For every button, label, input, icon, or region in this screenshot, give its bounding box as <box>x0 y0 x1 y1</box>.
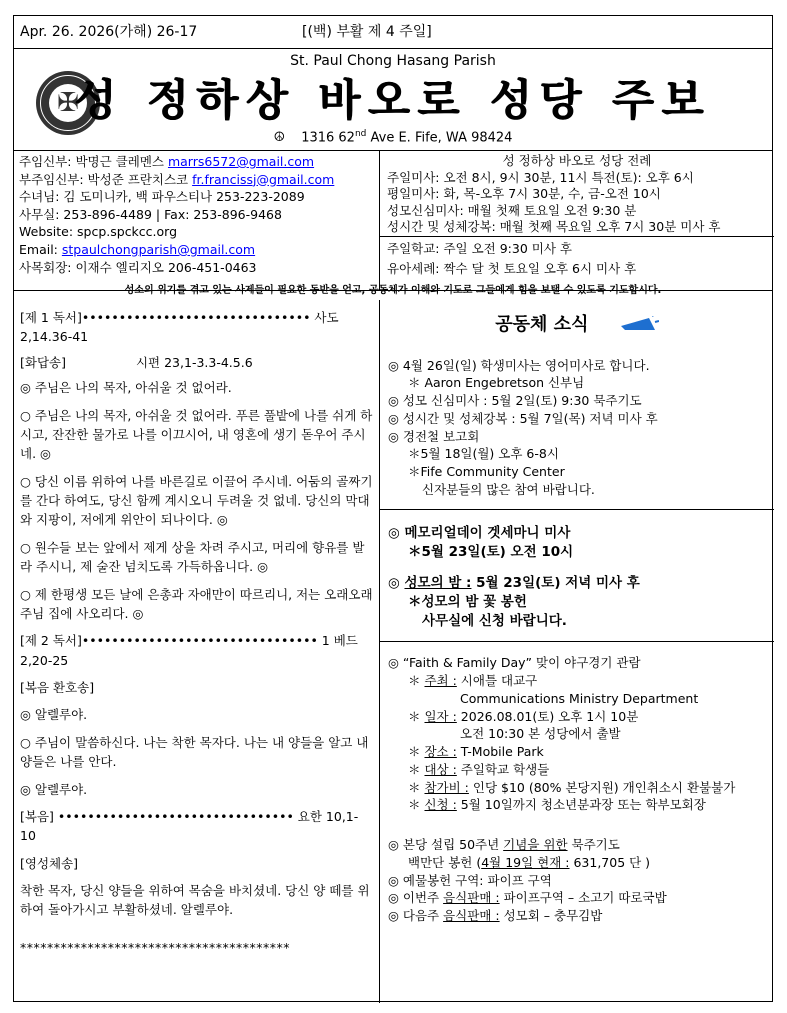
psalm-refrain: ◎ 주님은 나의 목자, 아쉬울 것 없어라. <box>20 380 232 396</box>
holy-hour: 성시간 및 성체강복: 매월 첫째 목요일 오후 7시 30분 미사 후 <box>387 219 721 235</box>
news-item: ◎ 성모 신심미사 : 5월 2일(토) 9:30 묵주기도 <box>388 393 642 408</box>
news-item: ◎ 4월 26일(일) 학생미사는 영어미사로 합니다. <box>388 357 650 373</box>
bulletin-title: 성 정하상 바오로 성당 주보 <box>74 76 712 126</box>
communion-antiphon: 착한 목자, 당신 양들을 위하여 목숨을 바치셨네. 당신 양 떼를 위하여 돌아가시고 부활하셨네. 알렐루야. <box>20 883 370 918</box>
memorial-mass-date: ＊5월 23일(토) 오전 10시 <box>408 543 574 560</box>
psalm-verse: ○ 주님은 나의 목자, 아쉬울 것 없어라. 푸른 풀밭에 나를 쉬게 하시고, 잔잔한 물가로 나를 이끄시어, 내 영혼에 생기 돋우어 주시네. ◎ <box>20 407 373 462</box>
bulletin-date: Apr. 26. 2026(가해) 26-17 <box>20 24 198 40</box>
gospel-acclamation-label: [복음 환호송] <box>20 680 95 695</box>
psalm-verse: ○ 당신 이름 위하여 나를 바른길로 이끌어 주시네. 어둠의 골짜기를 간다 하여도, 당신 함께 계시오니 두려울 것 없네. 당신의 막대와 지팡이, 저에게 위안이 되나이다. ◎ <box>20 473 373 528</box>
news-subitem: 신자분들의 많은 참여 바랍니다. <box>422 481 595 497</box>
parish-english-name: St. Paul Chong Hasang Parish <box>290 53 496 69</box>
megaphone-icon <box>619 316 659 334</box>
bulletin-frame <box>13 15 773 1002</box>
parish-email-link[interactable]: stpaulchongparish@gmail.com <box>61 241 256 257</box>
news-subitem: ＊Fife Community Center <box>408 464 565 479</box>
ffd-departure: 오전 10:30 본 성당에서 출발 <box>460 726 621 742</box>
food-sale-this-week: ◎ 이번주 음식판매 : 파이프구역 – 소고기 따로국밥 <box>388 890 667 906</box>
prayer-intention: 성소의 위기를 겪고 있는 사제들이 필요한 동반을 얻고, 공동체가 이해와 기도로 그들에게 힘을 보탤 수 있도록 기도합시다. <box>124 285 662 296</box>
acclamation-verse: ○ 주님이 말씀하신다. 나는 착한 목자다. 나는 내 양들을 알고 내 양들은 나를 안다. <box>20 734 369 770</box>
schedule-title: 성 정하상 바오로 성당 전례 <box>502 153 652 168</box>
readings-column <box>14 300 380 1003</box>
psalm-label: [화답송] 시편 23,1-3.3-4.5.6 <box>20 354 253 370</box>
ffd-apply: ＊ 신청 : 5월 10일까지 청소년분과장 또는 학부모회장 <box>408 797 706 813</box>
stars-divider: **************************************** <box>20 939 290 955</box>
sunday-school: 주일학교: 주일 오전 9:30 미사 후 <box>387 241 572 256</box>
marian-night-sub: 사무실에 신청 바랍니다. <box>422 613 567 630</box>
food-sale-next-week: ◎ 다음주 음식판매 : 성모회 – 충무김밥 <box>388 908 603 924</box>
bulletin-header <box>14 49 772 151</box>
contacts-section <box>14 151 772 291</box>
council-chair-line: 사목회장: 이재수 엘리지오 206-451-0463 <box>19 259 257 275</box>
ffd-fee: ＊ 참가비 : 인당 $10 (80% 본당지원) 개인취소시 환불불가 <box>408 779 736 795</box>
rosary-item: ◎ 본당 설립 50주년 기념을 위한 묵주기도 <box>388 837 620 853</box>
ffd-date: ＊ 일자 : 2026.08.01(토) 오후 1시 10분 <box>408 708 639 724</box>
associate-line: 부주임신부: 박성준 프란치스코 fr.francissj@gmail.com <box>19 171 335 187</box>
infant-baptism: 유아세례: 짝수 달 첫 토요일 오후 6시 미사 후 <box>387 261 637 276</box>
address-symbol-icon: ☮ <box>273 130 286 146</box>
liturgy-schedule <box>380 151 774 290</box>
email-line: Email: stpaulchongparish@gmail.com <box>19 241 256 257</box>
rosary-count: 백만단 봉헌 (4월 19일 현재 : 631,705 단 ) <box>408 854 651 870</box>
marian-night: ◎ 성모의 밤 : 5월 23일(토) 저녁 미사 후 <box>388 574 640 591</box>
memorial-mass: ◎ 메모리얼데이 겟세마니 미사 <box>388 524 571 541</box>
associate-email-link[interactable]: fr.francissj@gmail.com <box>192 171 335 187</box>
ffd-host-dept: Communications Ministry Department <box>460 690 699 706</box>
second-reading-label: [제 2 독서]•••••••••••••••••••••••••••••••• 1 베드 2,20-25 <box>20 633 358 668</box>
ffd-place: ＊ 장소 : T-Mobile Park <box>408 744 544 760</box>
alleluia: ◎ 알렐루야. <box>20 781 88 797</box>
first-reading-label: [제 1 독서]••••••••••••••••••••••••••••••• 사도 2,14.36-41 <box>20 310 339 345</box>
office-line: 사무실: 253-896-4489 | Fax: 253-896-9468 <box>19 206 282 222</box>
alleluia: ◎ 알렐루야. <box>20 707 88 723</box>
marian-night-sub: ＊성모의 밤 꽃 봉헌 <box>408 593 527 610</box>
marian-mass: 성모신심미사: 매월 첫째 토요일 오전 9:30 분 <box>387 202 637 218</box>
gospel-label: [복음] •••••••••••••••••••••••••••••••• 요한 10,1-10 <box>20 808 359 844</box>
date-row <box>14 16 772 49</box>
psalm-verse: ○ 원수들 보는 앞에서 제게 상을 차려 주시고, 머리에 향유를 발라 주시니, 제 술잔 넘치도록 가득하옵니다. ◎ <box>20 539 365 575</box>
sisters-line: 수녀님: 김 도미니카, 백 파우스티나 253-223-2089 <box>19 189 305 205</box>
liturgical-week: [(백) 부활 제 4 주일] <box>302 24 432 40</box>
news-title: 공동체 소식 <box>388 314 766 337</box>
pastor-email-link[interactable]: marrs6572@gmail.com <box>167 154 315 169</box>
ffd-target: ＊ 대상 : 주일학교 학생들 <box>408 761 550 777</box>
clergy-contacts <box>14 151 380 290</box>
faith-family-day: ◎ “Faith & Family Day” 맞이 야구경기 관람 <box>388 655 641 671</box>
website-line: Website: spcp.spckcc.org <box>19 224 178 240</box>
parish-address: ☮ 1316 62nd Ave E. Fife, WA 98424 <box>273 129 513 146</box>
parish-logo-icon: ✠ <box>36 71 100 135</box>
news-item: ◎ 경전철 보고회 <box>388 428 480 444</box>
pastor-line: 주임신부: 박명근 클레멘스 marrs6572@gmail.com <box>19 154 315 169</box>
ffd-host: ＊ 주최 : 시애틀 대교구 <box>408 673 538 689</box>
news-subitem: ＊ Aaron Engebretson 신부님 <box>408 375 585 391</box>
communion-label: [영성체송] <box>20 855 79 871</box>
offertory-item: ◎ 예물봉헌 구역: 파이프 구역 <box>388 872 552 888</box>
news-subitem: ＊5월 18일(월) 오후 6-8시 <box>408 446 559 462</box>
news-column <box>380 300 774 1003</box>
psalm-verse: ○ 제 한평생 모든 날에 은총과 자애만이 따르리니, 저는 오래오래 주님 집에 사오리다. ◎ <box>20 586 373 621</box>
weekday-mass: 평일미사: 화, 목-오후 7시 30분, 수, 금-오전 10시 <box>387 186 661 202</box>
sunday-mass: 주일미사: 오전 8시, 9시 30분, 11시 특전(토): 오후 6시 <box>387 169 694 185</box>
news-item: ◎ 성시간 및 성체강복 : 5월 7일(목) 저녁 미사 후 <box>388 410 658 426</box>
